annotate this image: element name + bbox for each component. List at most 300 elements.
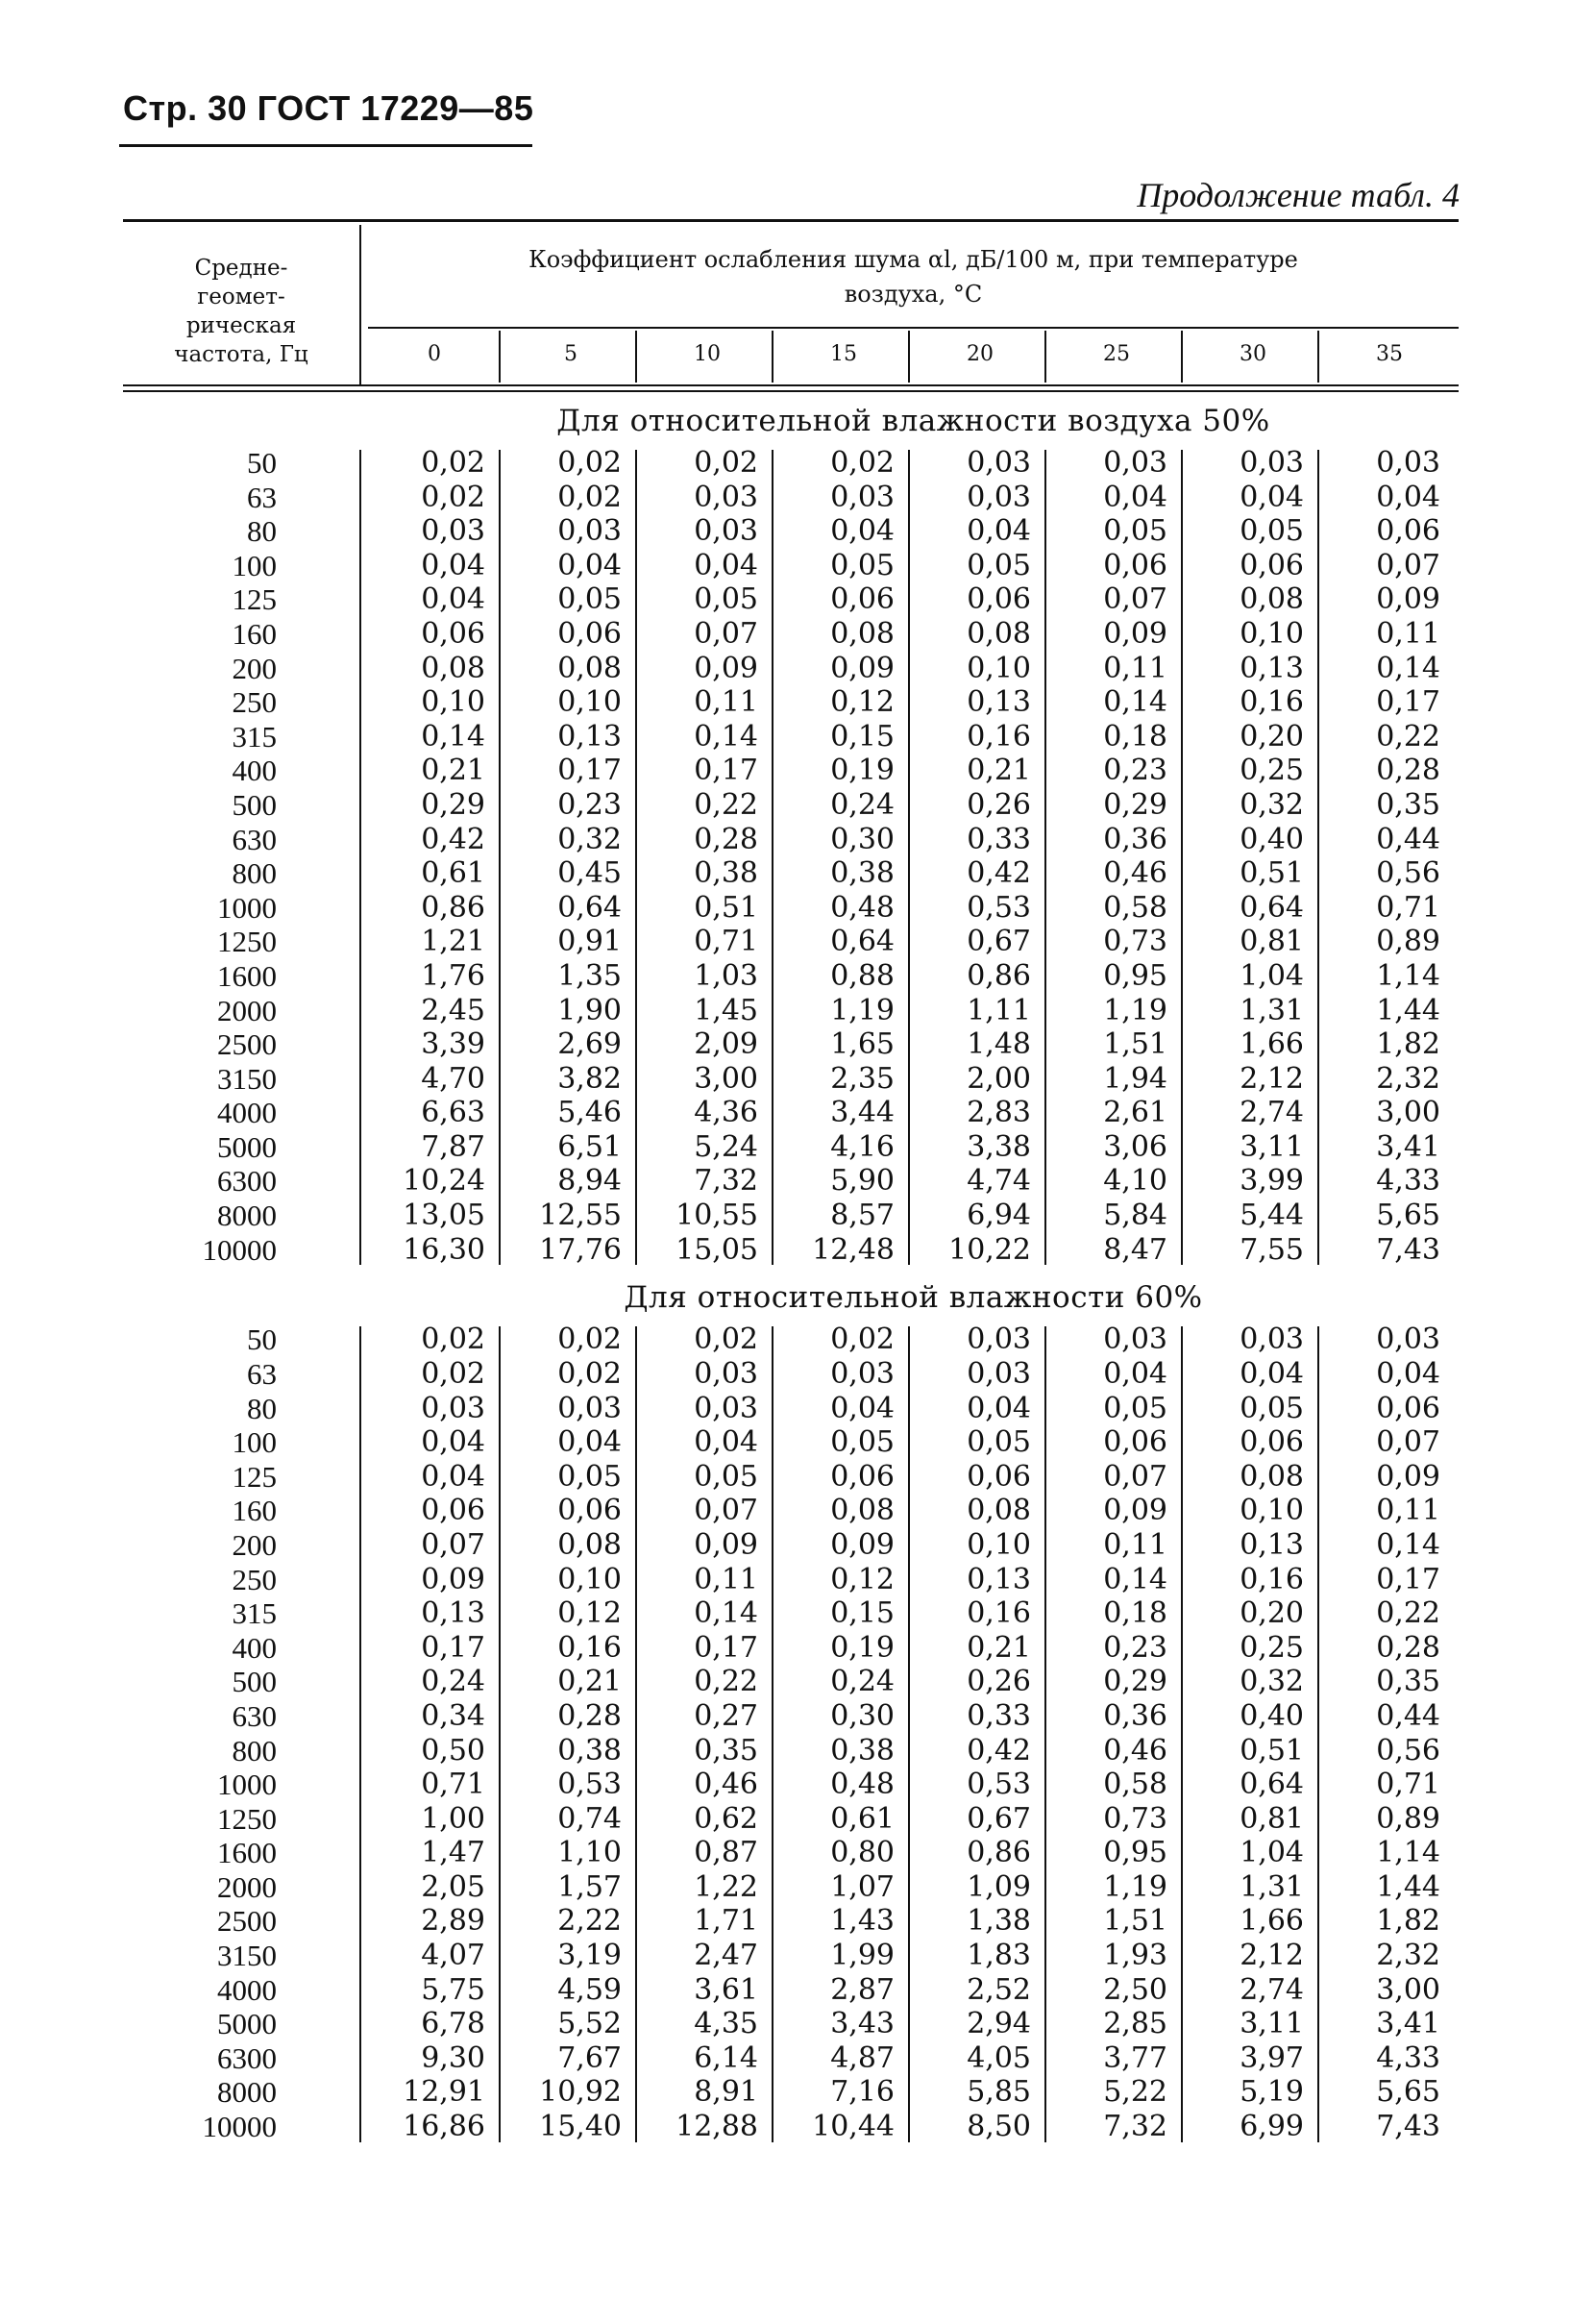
attenuation-value-cell: 0,21 xyxy=(557,1665,622,1699)
frequency-cell: 160 xyxy=(232,616,277,651)
table-row xyxy=(123,1665,1459,1699)
attenuation-value-cell: 0,03 xyxy=(1376,1323,1440,1357)
attenuation-value-cell: 0,64 xyxy=(1240,1768,1304,1802)
attenuation-value-cell: 0,02 xyxy=(830,446,895,480)
temp-header-cell: 35 xyxy=(1376,342,1403,366)
attenuation-value-cell: 0,51 xyxy=(1240,856,1304,891)
attenuation-value-cell: 0,11 xyxy=(694,685,758,720)
frequency-cell: 125 xyxy=(232,582,277,617)
attenuation-value-cell: 3,06 xyxy=(1103,1129,1167,1164)
attenuation-value-cell: 0,03 xyxy=(694,1391,758,1425)
frequency-cell: 10000 xyxy=(202,1232,277,1267)
attenuation-value-cell: 0,07 xyxy=(421,1527,485,1562)
attenuation-value-cell: 1,14 xyxy=(1376,1836,1440,1870)
table-row xyxy=(123,1870,1459,1905)
attenuation-value-cell: 0,11 xyxy=(1376,616,1440,651)
attenuation-value-cell: 3,11 xyxy=(1240,2007,1304,2041)
frequency-cell: 800 xyxy=(232,856,277,891)
data-column-divider xyxy=(1044,1326,1046,2141)
attenuation-value-cell: 0,05 xyxy=(1240,514,1304,549)
attenuation-value-cell: 0,74 xyxy=(557,1801,622,1836)
attenuation-value-cell: 0,04 xyxy=(421,548,485,582)
temp-column-divider xyxy=(1181,331,1183,383)
frequency-cell: 3150 xyxy=(217,1061,277,1096)
attenuation-value-cell: 0,13 xyxy=(967,1562,1031,1596)
attenuation-value-cell: 0,73 xyxy=(1103,1801,1167,1836)
attenuation-value-cell: 3,00 xyxy=(694,1061,758,1096)
attenuation-value-cell: 0,04 xyxy=(967,514,1031,549)
table-continuation-label: Продолжение табл. 4 xyxy=(1137,176,1460,214)
attenuation-value-cell: 0,09 xyxy=(694,651,758,685)
table-top-rule xyxy=(123,219,1459,222)
attenuation-value-cell: 0,56 xyxy=(1376,1733,1440,1768)
attenuation-value-cell: 0,10 xyxy=(557,685,622,720)
table-row xyxy=(123,652,1459,686)
attenuation-value-cell: 0,05 xyxy=(830,1425,895,1460)
attenuation-value-cell: 0,91 xyxy=(557,925,622,959)
attenuation-value-cell: 0,51 xyxy=(1240,1733,1304,1768)
data-column-divider xyxy=(359,450,361,1265)
attenuation-value-cell: 0,56 xyxy=(1376,856,1440,891)
attenuation-value-cell: 12,88 xyxy=(675,2110,758,2144)
attenuation-value-cell: 2,32 xyxy=(1376,1939,1440,1973)
table-row xyxy=(123,1062,1459,1097)
attenuation-value-cell: 0,16 xyxy=(557,1630,622,1665)
attenuation-value-cell: 1,99 xyxy=(830,1939,895,1973)
attenuation-value-cell: 0,04 xyxy=(1103,480,1167,514)
temp-column-divider xyxy=(1044,331,1046,383)
attenuation-value-cell: 0,03 xyxy=(830,480,895,514)
attenuation-value-cell: 0,13 xyxy=(967,685,1031,720)
attenuation-value-cell: 0,24 xyxy=(830,787,895,822)
attenuation-value-cell: 0,87 xyxy=(694,1836,758,1870)
attenuation-value-cell: 7,67 xyxy=(557,2040,622,2075)
table-row xyxy=(123,481,1459,515)
attenuation-value-cell: 1,31 xyxy=(1240,993,1304,1027)
attenuation-value-cell: 15,40 xyxy=(539,2110,622,2144)
attenuation-value-cell: 0,64 xyxy=(1240,890,1304,925)
attenuation-value-cell: 1,48 xyxy=(967,1027,1031,1062)
freq-header-line: рическая xyxy=(185,313,297,338)
attenuation-value-cell: 1,65 xyxy=(830,1027,895,1062)
attenuation-value-cell: 8,91 xyxy=(694,2075,758,2110)
attenuation-value-cell: 7,32 xyxy=(694,1164,758,1199)
attenuation-value-cell: 0,03 xyxy=(967,446,1031,480)
attenuation-value-cell: 5,65 xyxy=(1376,1199,1440,1233)
data-column-divider xyxy=(908,1326,910,2141)
attenuation-value-cell: 0,08 xyxy=(1240,582,1304,617)
attenuation-value-cell: 0,03 xyxy=(1240,446,1304,480)
attenuation-value-cell: 0,03 xyxy=(421,514,485,549)
frequency-cell: 500 xyxy=(232,1665,277,1699)
attenuation-value-cell: 0,21 xyxy=(421,754,485,788)
attenuation-value-cell: 0,44 xyxy=(1376,822,1440,856)
attenuation-value-cell: 2,74 xyxy=(1240,1972,1304,2007)
attenuation-value-cell: 1,51 xyxy=(1103,1904,1167,1939)
attenuation-value-cell: 0,17 xyxy=(557,754,622,788)
attenuation-value-cell: 0,45 xyxy=(557,856,622,891)
attenuation-value-cell: 0,08 xyxy=(557,651,622,685)
attenuation-value-cell: 7,43 xyxy=(1376,2110,1440,2144)
table-row xyxy=(123,1802,1459,1837)
table-row xyxy=(123,1494,1459,1528)
attenuation-value-cell: 4,70 xyxy=(421,1061,485,1096)
attenuation-value-cell: 0,04 xyxy=(694,548,758,582)
attenuation-value-cell: 1,90 xyxy=(557,993,622,1027)
attenuation-value-cell: 0,29 xyxy=(421,787,485,822)
attenuation-value-cell: 0,09 xyxy=(1103,616,1167,651)
attenuation-value-cell: 0,02 xyxy=(557,446,622,480)
table-row xyxy=(123,514,1459,549)
attenuation-value-cell: 0,22 xyxy=(694,787,758,822)
attenuation-value-cell: 0,26 xyxy=(967,787,1031,822)
header-bottom-rule-2 xyxy=(123,390,1459,392)
attenuation-value-cell: 1,44 xyxy=(1376,993,1440,1027)
attenuation-value-cell: 0,51 xyxy=(694,890,758,925)
attenuation-value-cell: 0,36 xyxy=(1103,1698,1167,1733)
attenuation-value-cell: 0,05 xyxy=(1103,514,1167,549)
attenuation-value-cell: 0,36 xyxy=(1103,822,1167,856)
attenuation-value-cell: 0,40 xyxy=(1240,1698,1304,1733)
attenuation-value-cell: 1,43 xyxy=(830,1904,895,1939)
attenuation-value-cell: 0,46 xyxy=(1103,1733,1167,1768)
data-column-divider xyxy=(772,1326,773,2141)
attenuation-value-cell: 2,89 xyxy=(421,1904,485,1939)
attenuation-value-cell: 0,61 xyxy=(421,856,485,891)
attenuation-value-cell: 5,19 xyxy=(1240,2075,1304,2110)
attenuation-value-cell: 2,85 xyxy=(1103,2007,1167,2041)
attenuation-value-cell: 0,07 xyxy=(694,1494,758,1528)
attenuation-value-cell: 0,95 xyxy=(1103,958,1167,993)
table-row xyxy=(123,1939,1459,1973)
attenuation-value-cell: 0,09 xyxy=(1376,1459,1440,1494)
attenuation-value-cell: 0,10 xyxy=(1240,616,1304,651)
attenuation-value-cell: 0,04 xyxy=(421,1459,485,1494)
attenuation-value-cell: 0,38 xyxy=(557,1733,622,1768)
attenuation-value-cell: 0,46 xyxy=(694,1768,758,1802)
attenuation-value-cell: 0,28 xyxy=(1376,754,1440,788)
attenuation-value-cell: 0,86 xyxy=(967,1836,1031,1870)
attenuation-value-cell: 0,06 xyxy=(1103,548,1167,582)
data-column-divider xyxy=(635,1326,637,2141)
temp-header-cell: 15 xyxy=(830,342,857,366)
attenuation-value-cell: 0,28 xyxy=(694,822,758,856)
attenuation-value-cell: 0,21 xyxy=(967,754,1031,788)
attenuation-value-cell: 0,21 xyxy=(967,1630,1031,1665)
attenuation-value-cell: 0,08 xyxy=(557,1527,622,1562)
attenuation-value-cell: 0,09 xyxy=(1376,582,1440,617)
table-row xyxy=(123,2075,1459,2110)
table-row xyxy=(123,1425,1459,1460)
attenuation-value-cell: 0,06 xyxy=(967,582,1031,617)
attenuation-value-cell: 0,05 xyxy=(557,1459,622,1494)
attenuation-value-cell: 0,24 xyxy=(421,1665,485,1699)
attenuation-value-cell: 4,33 xyxy=(1376,2040,1440,2075)
frequency-cell: 8000 xyxy=(217,2075,277,2110)
attenuation-value-cell: 2,94 xyxy=(967,2007,1031,2041)
attenuation-value-cell: 0,07 xyxy=(1103,1459,1167,1494)
frequency-cell: 160 xyxy=(232,1494,277,1528)
attenuation-value-cell: 4,74 xyxy=(967,1164,1031,1199)
attenuation-value-cell: 0,08 xyxy=(421,651,485,685)
frequency-cell: 5000 xyxy=(217,1129,277,1164)
attenuation-value-cell: 0,03 xyxy=(967,480,1031,514)
attenuation-value-cell: 4,87 xyxy=(830,2040,895,2075)
attenuation-value-cell: 0,03 xyxy=(967,1323,1031,1357)
attenuation-value-cell: 0,16 xyxy=(1240,1562,1304,1596)
data-column-divider xyxy=(772,450,773,1265)
data-column-divider xyxy=(1317,450,1319,1265)
attenuation-value-cell: 0,02 xyxy=(830,1323,895,1357)
attenuation-value-cell: 0,17 xyxy=(694,1630,758,1665)
attenuation-value-cell: 0,33 xyxy=(967,1698,1031,1733)
attenuation-value-cell: 0,03 xyxy=(1103,1323,1167,1357)
attenuation-value-cell: 1,38 xyxy=(967,1904,1031,1939)
frequency-cell: 1250 xyxy=(217,1801,277,1836)
attenuation-value-cell: 0,86 xyxy=(421,890,485,925)
temp-header-cell: 25 xyxy=(1103,342,1130,366)
attenuation-value-cell: 3,39 xyxy=(421,1027,485,1062)
attenuation-value-cell: 0,27 xyxy=(694,1698,758,1733)
frequency-cell: 315 xyxy=(232,719,277,754)
table-row xyxy=(123,925,1459,959)
attenuation-value-cell: 0,17 xyxy=(1376,1562,1440,1596)
table-row xyxy=(123,1096,1459,1130)
attenuation-value-cell: 8,94 xyxy=(557,1164,622,1199)
attenuation-value-cell: 0,17 xyxy=(694,754,758,788)
attenuation-value-cell: 0,09 xyxy=(421,1562,485,1596)
frequency-cell: 500 xyxy=(232,787,277,822)
attenuation-value-cell: 0,03 xyxy=(967,1356,1031,1391)
attenuation-value-cell: 1,57 xyxy=(557,1869,622,1904)
frequency-cell: 100 xyxy=(232,1425,277,1460)
table-row xyxy=(123,2041,1459,2076)
attenuation-value-cell: 5,84 xyxy=(1103,1199,1167,1233)
attenuation-value-cell: 0,02 xyxy=(421,1323,485,1357)
attenuation-value-cell: 0,67 xyxy=(967,925,1031,959)
attenuation-value-cell: 0,12 xyxy=(830,685,895,720)
temp-column-divider xyxy=(1317,331,1319,383)
frequency-cell: 2500 xyxy=(217,1027,277,1062)
attenuation-value-cell: 1,83 xyxy=(967,1939,1031,1973)
attenuation-value-cell: 3,77 xyxy=(1103,2040,1167,2075)
attenuation-value-cell: 0,35 xyxy=(694,1733,758,1768)
frequency-cell: 250 xyxy=(232,1562,277,1596)
attenuation-value-cell: 0,04 xyxy=(830,1391,895,1425)
attenuation-value-cell: 0,09 xyxy=(830,651,895,685)
attenuation-value-cell: 0,86 xyxy=(967,958,1031,993)
data-column-divider xyxy=(908,450,910,1265)
attenuation-value-cell: 0,53 xyxy=(557,1768,622,1802)
attenuation-value-cell: 0,03 xyxy=(421,1391,485,1425)
frequency-cell: 1250 xyxy=(217,925,277,959)
data-column-divider xyxy=(359,1326,361,2141)
frequency-cell: 1600 xyxy=(217,1836,277,1870)
attenuation-value-cell: 0,89 xyxy=(1376,1801,1440,1836)
attenuation-value-cell: 0,30 xyxy=(830,1698,895,1733)
attenuation-value-cell: 5,24 xyxy=(694,1129,758,1164)
attenuation-value-cell: 5,75 xyxy=(421,1972,485,2007)
header-bottom-rule xyxy=(123,384,1459,386)
attenuation-value-cell: 3,44 xyxy=(830,1096,895,1130)
freq-column-header xyxy=(123,254,359,369)
frequency-cell: 400 xyxy=(232,1630,277,1665)
attenuation-value-cell: 0,33 xyxy=(967,822,1031,856)
attenuation-value-cell: 0,53 xyxy=(967,890,1031,925)
attenuation-value-cell: 0,23 xyxy=(557,787,622,822)
attenuation-value-cell: 5,44 xyxy=(1240,1199,1304,1233)
temp-column-divider xyxy=(908,331,910,383)
attenuation-value-cell: 0,38 xyxy=(830,856,895,891)
attenuation-value-cell: 0,61 xyxy=(830,1801,895,1836)
attenuation-value-cell: 5,46 xyxy=(557,1096,622,1130)
attenuation-value-cell: 2,87 xyxy=(830,1972,895,2007)
attenuation-value-cell: 0,04 xyxy=(421,1425,485,1460)
attenuation-value-cell: 0,03 xyxy=(557,1391,622,1425)
attenuation-value-cell: 9,30 xyxy=(421,2040,485,2075)
attenuation-value-cell: 0,14 xyxy=(1103,1562,1167,1596)
attenuation-value-cell: 0,64 xyxy=(557,890,622,925)
attenuation-value-cell: 0,19 xyxy=(830,1630,895,1665)
frequency-cell: 5000 xyxy=(217,2007,277,2041)
table-row xyxy=(123,959,1459,994)
attenuation-value-cell: 4,05 xyxy=(967,2040,1031,2075)
attenuation-value-cell: 0,07 xyxy=(1376,548,1440,582)
attenuation-value-cell: 1,47 xyxy=(421,1836,485,1870)
attenuation-value-cell: 1,03 xyxy=(694,958,758,993)
temp-column-divider xyxy=(635,331,637,383)
attenuation-value-cell: 6,78 xyxy=(421,2007,485,2041)
attenuation-value-cell: 0,04 xyxy=(830,514,895,549)
attenuation-value-cell: 1,19 xyxy=(1103,1869,1167,1904)
table-row xyxy=(123,617,1459,652)
attenuation-value-cell: 1,14 xyxy=(1376,958,1440,993)
frequency-cell: 80 xyxy=(247,1391,277,1425)
attenuation-value-cell: 1,82 xyxy=(1376,1027,1440,1062)
attenuation-value-cell: 0,06 xyxy=(1103,1425,1167,1460)
attenuation-value-cell: 0,89 xyxy=(1376,925,1440,959)
attenuation-value-cell: 0,04 xyxy=(557,1425,622,1460)
attenuation-value-cell: 0,71 xyxy=(421,1768,485,1802)
temp-header-cell: 30 xyxy=(1240,342,1266,366)
frequency-cell: 10000 xyxy=(202,2110,277,2144)
attenuation-value-cell: 0,08 xyxy=(967,616,1031,651)
frequency-cell: 8000 xyxy=(217,1199,277,1233)
frequency-cell: 6300 xyxy=(217,1164,277,1199)
temp-column-divider xyxy=(772,331,773,383)
table-row xyxy=(123,1528,1459,1563)
coef-header-line1: Коэффициент ослабления шума αl, дБ/100 м, при температуре xyxy=(528,246,1298,273)
attenuation-value-cell: 1,19 xyxy=(1103,993,1167,1027)
attenuation-value-cell: 0,50 xyxy=(421,1733,485,1768)
attenuation-value-cell: 17,76 xyxy=(539,1232,622,1267)
attenuation-value-cell: 0,12 xyxy=(557,1596,622,1631)
frequency-cell: 630 xyxy=(232,1698,277,1733)
attenuation-value-cell: 0,11 xyxy=(694,1562,758,1596)
attenuation-value-cell: 0,02 xyxy=(557,480,622,514)
attenuation-value-cell: 6,94 xyxy=(967,1199,1031,1233)
attenuation-value-cell: 6,63 xyxy=(421,1096,485,1130)
attenuation-value-cell: 0,03 xyxy=(830,1356,895,1391)
attenuation-value-cell: 0,58 xyxy=(1103,890,1167,925)
table-row xyxy=(123,1460,1459,1495)
attenuation-value-cell: 0,64 xyxy=(830,925,895,959)
attenuation-value-cell: 3,00 xyxy=(1376,1972,1440,2007)
attenuation-value-cell: 5,85 xyxy=(967,2075,1031,2110)
frequency-cell: 2500 xyxy=(217,1904,277,1939)
attenuation-value-cell: 0,16 xyxy=(967,1596,1031,1631)
table-row xyxy=(123,1973,1459,2008)
frequency-cell: 63 xyxy=(247,1356,277,1391)
attenuation-value-cell: 13,05 xyxy=(403,1199,485,1233)
attenuation-value-cell: 4,35 xyxy=(694,2007,758,2041)
attenuation-value-cell: 0,15 xyxy=(830,1596,895,1631)
attenuation-value-cell: 12,91 xyxy=(403,2075,485,2110)
attenuation-value-cell: 0,04 xyxy=(694,1425,758,1460)
attenuation-value-cell: 0,32 xyxy=(557,822,622,856)
attenuation-value-cell: 16,30 xyxy=(403,1232,485,1267)
table-row xyxy=(123,685,1459,720)
attenuation-value-cell: 0,71 xyxy=(694,925,758,959)
section-rows xyxy=(123,446,1459,1267)
table-row xyxy=(123,1392,1459,1426)
attenuation-value-cell: 0,07 xyxy=(694,616,758,651)
frequency-cell: 250 xyxy=(232,685,277,720)
attenuation-value-cell: 0,05 xyxy=(694,582,758,617)
attenuation-value-cell: 0,06 xyxy=(1240,1425,1304,1460)
attenuation-value-cell: 0,02 xyxy=(421,1356,485,1391)
attenuation-value-cell: 12,55 xyxy=(539,1199,622,1233)
attenuation-value-cell: 0,02 xyxy=(694,446,758,480)
table-row xyxy=(123,446,1459,481)
frequency-cell: 200 xyxy=(232,651,277,685)
attenuation-value-cell: 0,04 xyxy=(1240,1356,1304,1391)
attenuation-value-cell: 0,06 xyxy=(830,1459,895,1494)
attenuation-value-cell: 0,04 xyxy=(1240,480,1304,514)
attenuation-value-cell: 3,38 xyxy=(967,1129,1031,1164)
attenuation-value-cell: 0,80 xyxy=(830,1836,895,1870)
attenuation-value-cell: 0,05 xyxy=(694,1459,758,1494)
attenuation-value-cell: 1,04 xyxy=(1240,1836,1304,1870)
temp-header-cell: 0 xyxy=(428,342,441,366)
table-row xyxy=(123,1734,1459,1768)
attenuation-value-cell: 1,07 xyxy=(830,1869,895,1904)
attenuation-value-cell: 0,06 xyxy=(1376,1391,1440,1425)
attenuation-value-cell: 0,03 xyxy=(1376,446,1440,480)
attenuation-value-cell: 0,25 xyxy=(1240,1630,1304,1665)
attenuation-value-cell: 0,81 xyxy=(1240,1801,1304,1836)
attenuation-value-cell: 0,02 xyxy=(557,1356,622,1391)
attenuation-value-cell: 0,04 xyxy=(557,548,622,582)
attenuation-value-cell: 3,97 xyxy=(1240,2040,1304,2075)
attenuation-value-cell: 0,05 xyxy=(967,1425,1031,1460)
attenuation-value-cell: 2,12 xyxy=(1240,1939,1304,1973)
attenuation-value-cell: 5,22 xyxy=(1103,2075,1167,2110)
table-row xyxy=(123,1596,1459,1631)
attenuation-value-cell: 0,08 xyxy=(830,616,895,651)
frequency-cell: 100 xyxy=(232,548,277,582)
attenuation-value-cell: 0,06 xyxy=(421,1494,485,1528)
attenuation-value-cell: 0,17 xyxy=(1376,685,1440,720)
attenuation-value-cell: 0,23 xyxy=(1103,1630,1167,1665)
attenuation-value-cell: 1,76 xyxy=(421,958,485,993)
attenuation-value-cell: 0,13 xyxy=(1240,1527,1304,1562)
attenuation-value-cell: 0,10 xyxy=(967,651,1031,685)
temp-column-divider xyxy=(499,331,501,383)
attenuation-value-cell: 0,17 xyxy=(421,1630,485,1665)
freq-column-divider xyxy=(359,225,361,384)
table-row xyxy=(123,1631,1459,1666)
